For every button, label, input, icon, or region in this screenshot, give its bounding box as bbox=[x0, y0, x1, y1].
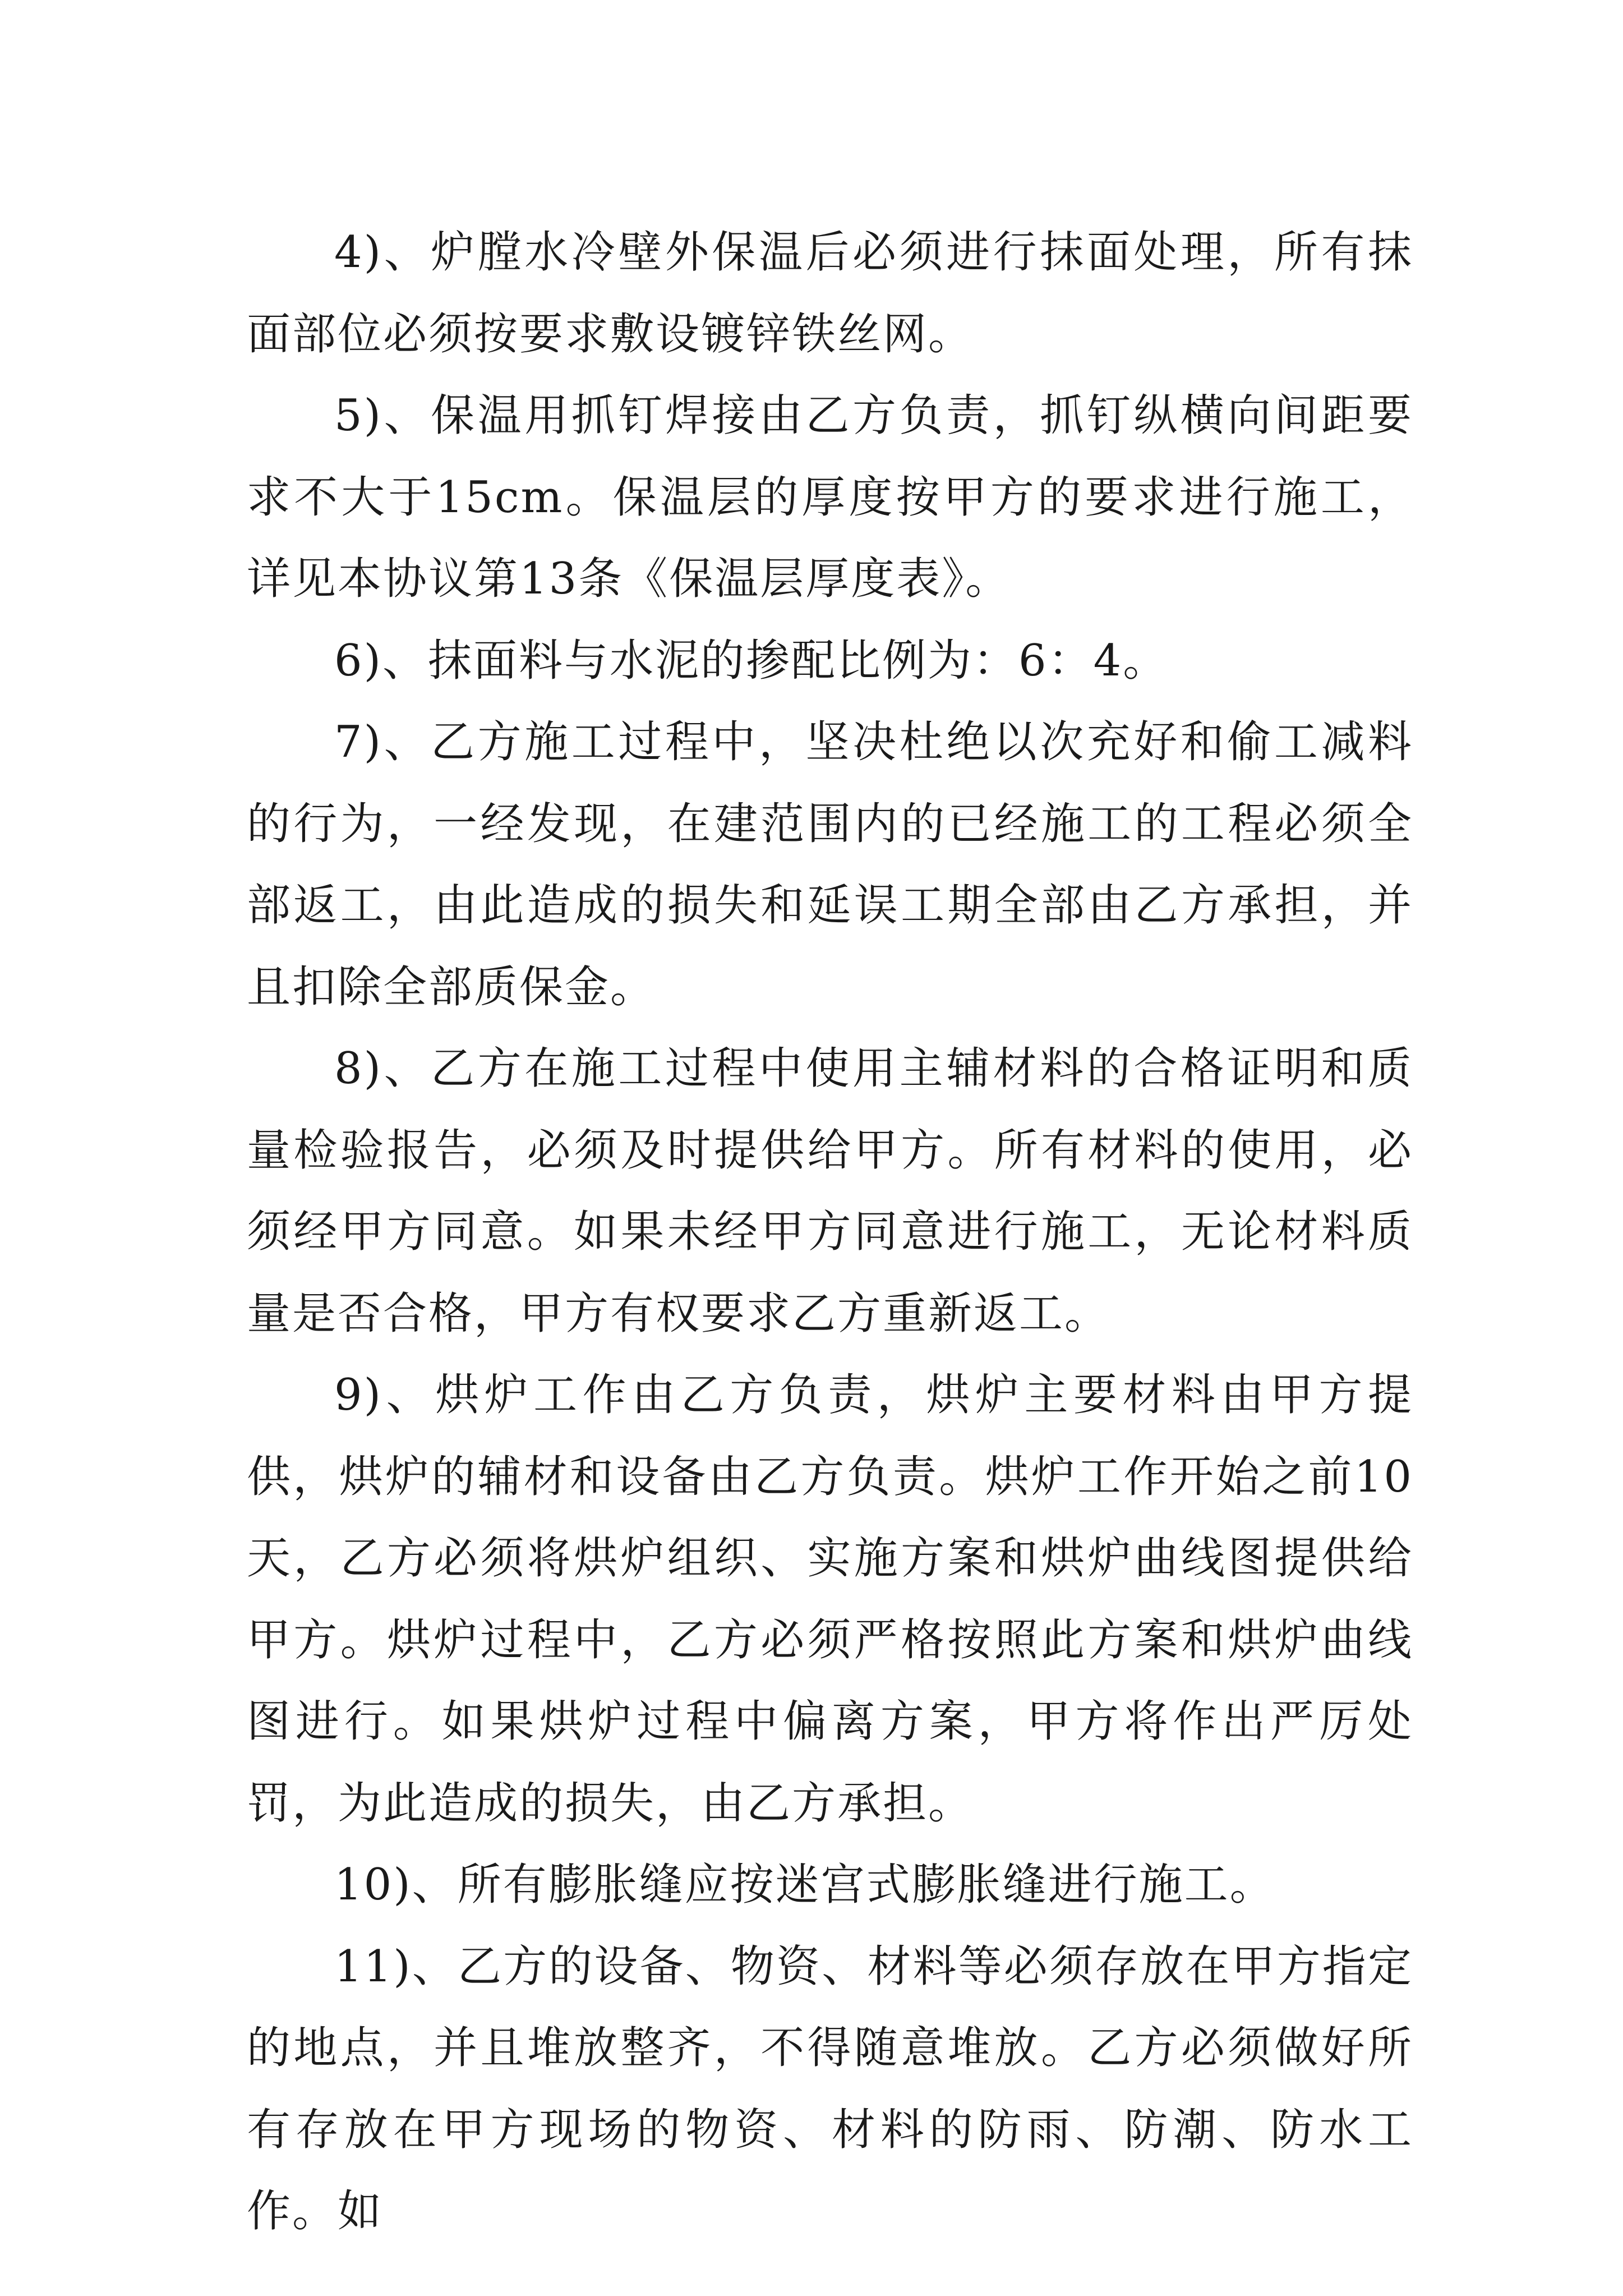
paragraph-item-5: 5)、保温用抓钉焊接由乙方负责，抓钉纵横向间距要求不大于15cm。保温层的厚度按甲方的要求进行施工，详见本协议第13条《保温层厚度表》。 bbox=[247, 390, 1413, 604]
paragraph-item-11: 11)、乙方的设备、物资、材料等必须存放在甲方指定的地点，并且堆放整齐，不得随意堆放。乙方必须做好所有存放在甲方现场的物资、材料的防雨、防潮、防水工作。如 bbox=[247, 1941, 1413, 2237]
paragraph-item-10: 10)、所有膨胀缝应按迷宫式膨胀缝进行施工。 bbox=[334, 1860, 1275, 1910]
paragraph-item-9: 9)、烘炉工作由乙方负责，烘炉主要材料由甲方提供，烘炉的辅材和设备由乙方负责。烘炉工作开始之前10天，乙方必须将烘炉组织、实施方案和烘炉曲线图提供给甲方。烘炉过程中，乙方必须严格按照此方案和烘炉曲线图进行。如果烘炉过程中偏离方案，甲方将作出严厉处罚，为此造成的损失，由乙方承担。 bbox=[247, 1370, 1413, 1829]
paragraph-item-6: 6)、抹面料与水泥的掺配比例为：6：4。 bbox=[334, 635, 1169, 686]
paragraph-item-7: 7)、乙方施工过程中，坚决杜绝以次充好和偷工减料的行为，一经发现，在建范围内的已经施工的工程必须全部返工，由此造成的损失和延误工期全部由乙方承担，并且扣除全部质保金。 bbox=[247, 717, 1413, 1013]
paragraph-item-8: 8)、乙方在施工过程中使用主辅材料的合格证明和质量检验报告，必须及时提供给甲方。所有材料的使用，必须经甲方同意。如果未经甲方同意进行施工，无论材料质量是否合格，甲方有权要求乙方重新返工。 bbox=[247, 1043, 1413, 1339]
paragraph-item-4: 4)、炉膛水冷壁外保温后必须进行抹面处理，所有抹面部位必须按要求敷设镀锌铁丝网。 bbox=[247, 227, 1413, 360]
document-body bbox=[247, 212, 1413, 2253]
